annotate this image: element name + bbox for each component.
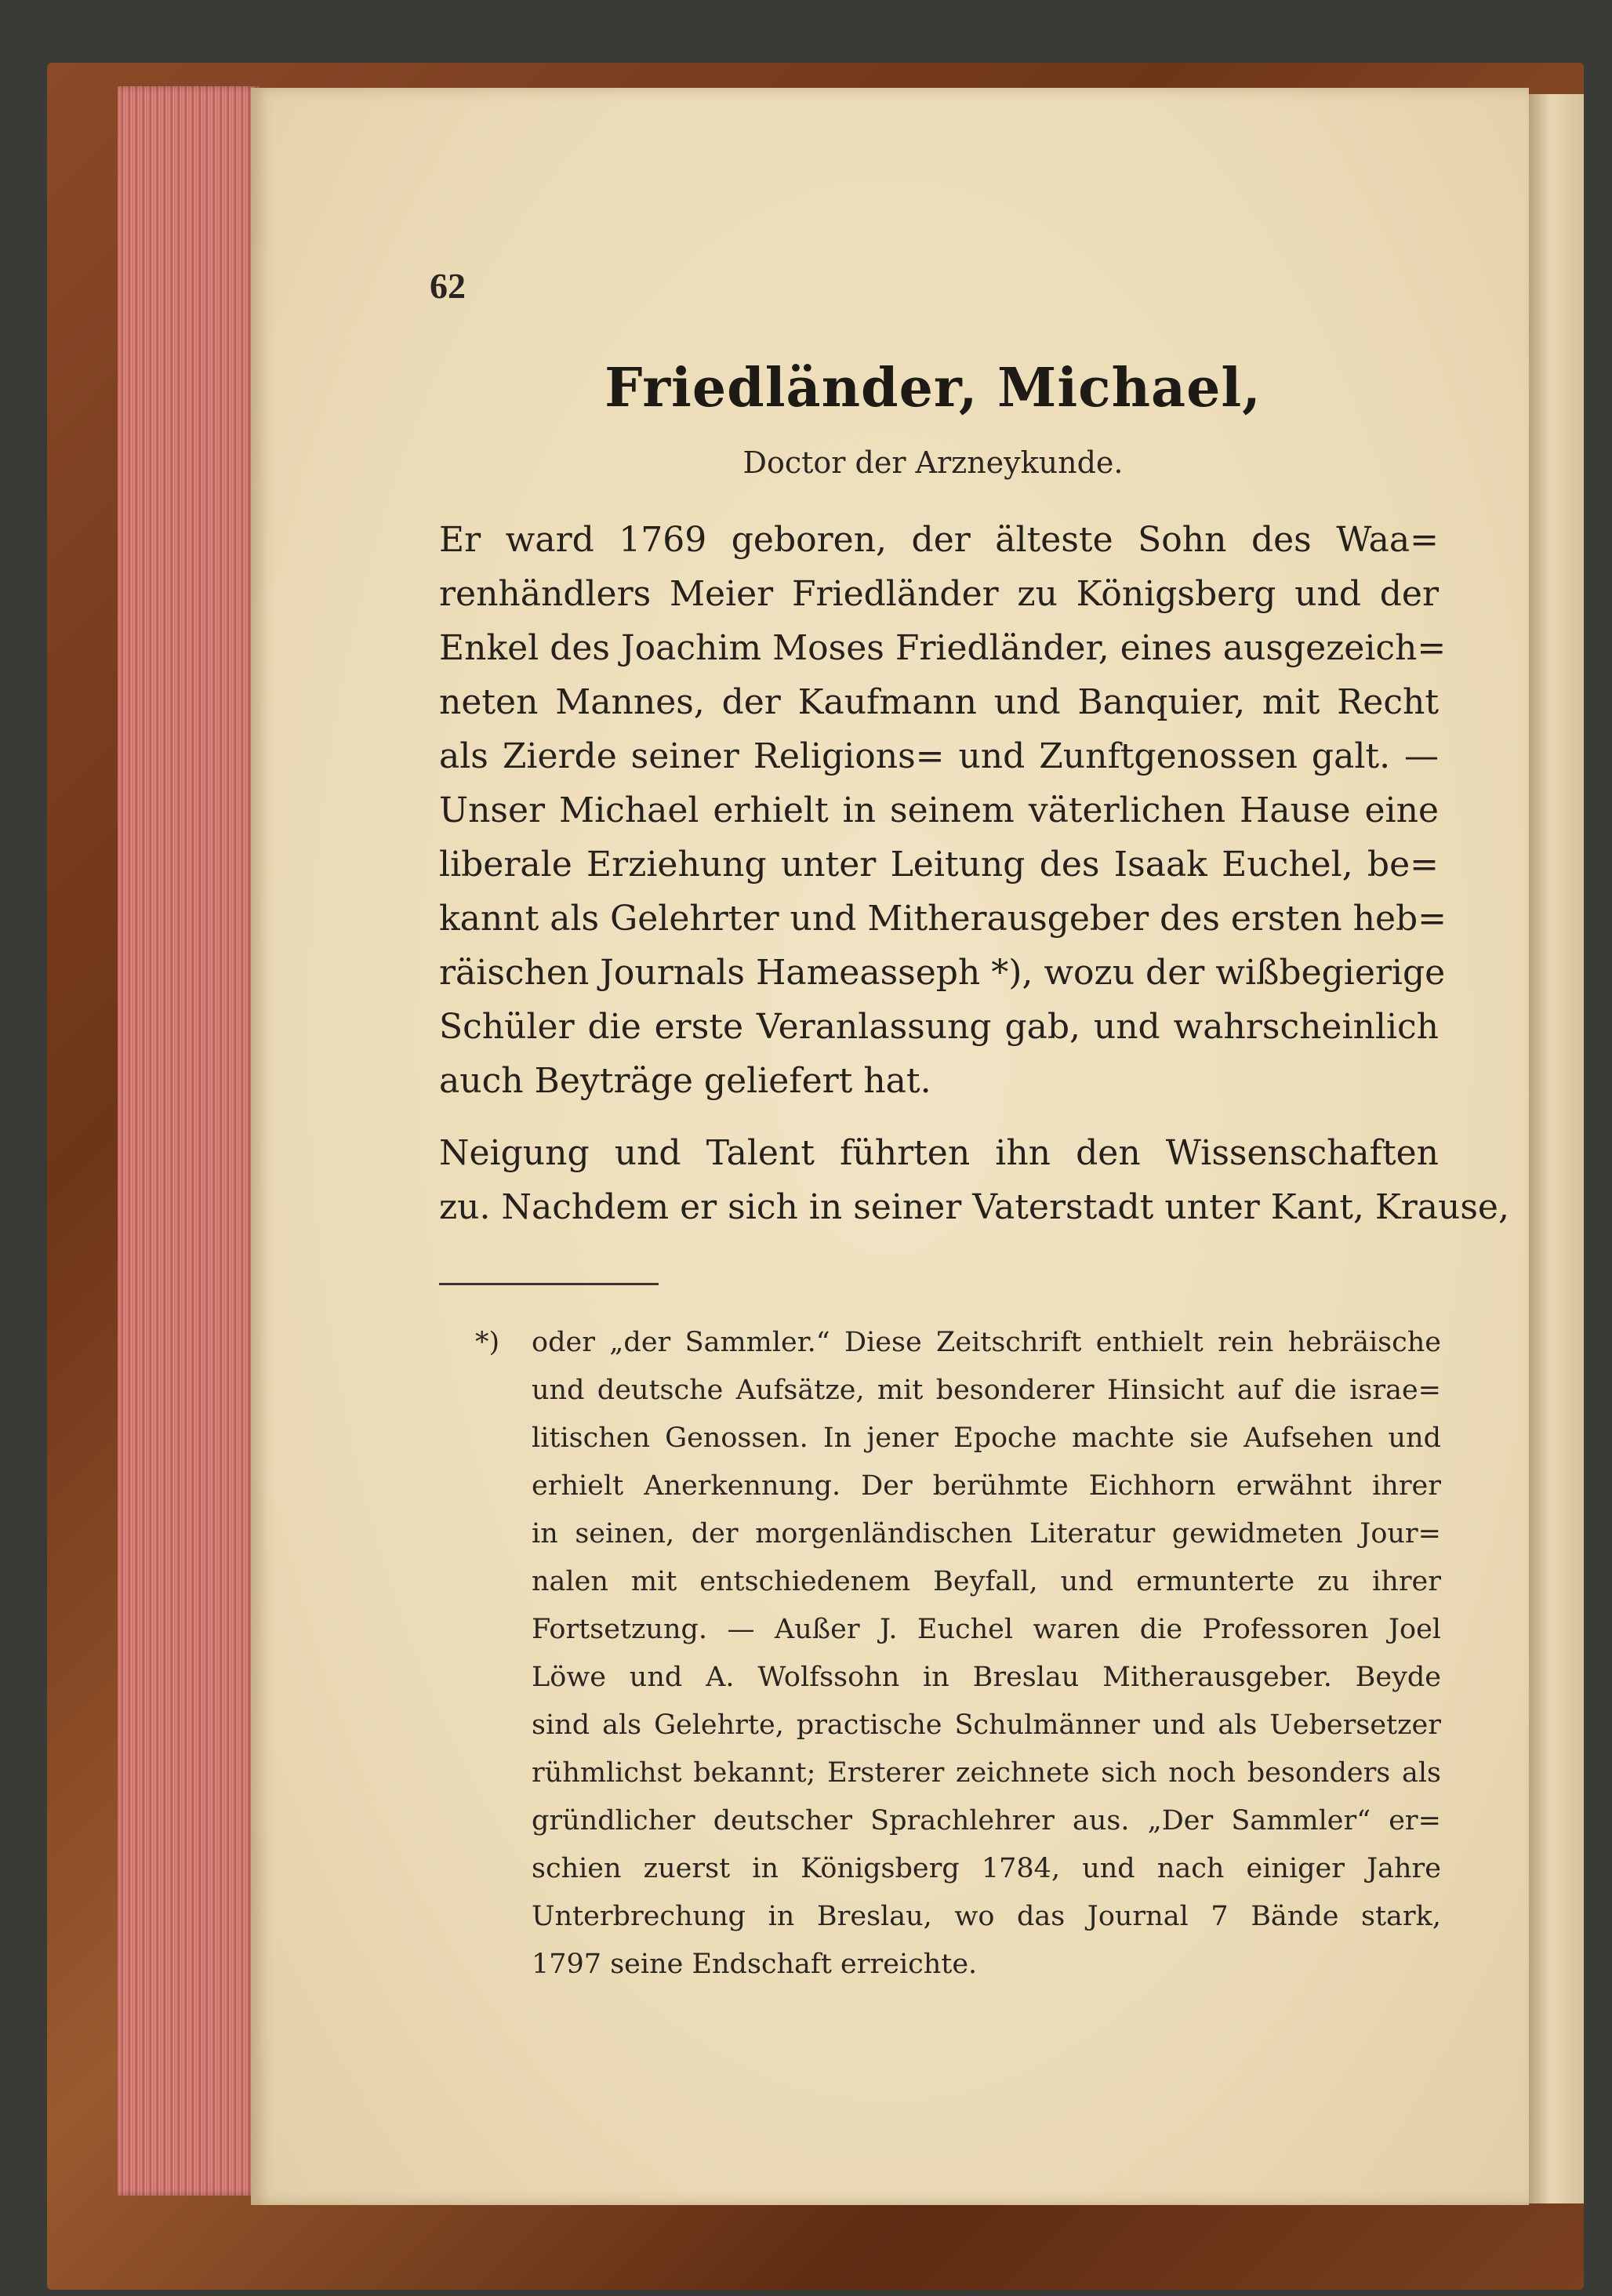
- entry-subtitle: Doctor der Arzneykunde.: [742, 445, 1124, 480]
- footnote-line: Löwe und A. Wolfssohn in Breslau Mitherausgeber. Beyde: [532, 1662, 1441, 1693]
- footnote-line: Unterbrechung in Breslau, wo das Journal 7 Bände stark,: [532, 1901, 1441, 1932]
- footnote-line: Fortsetzung. — Außer J. Euchel waren die Professoren Joel: [532, 1614, 1441, 1645]
- footnote-line: 1797 seine Endschaft erreichte.: [532, 1949, 978, 1980]
- footnote-line: gründlicher deutscher Sprachlehrer aus. „Der Sammler“ er=: [532, 1805, 1441, 1836]
- footnote-marker: *): [475, 1327, 500, 1358]
- body-line: räischen Journals Hameasseph *), wozu der wißbegierige: [439, 953, 1446, 993]
- footnote-line: und deutsche Aufsätze, mit besonderer Hinsicht auf die israe=: [532, 1375, 1441, 1406]
- body-line: kannt als Gelehrter und Mitherausgeber des ersten heb=: [439, 899, 1447, 939]
- body-line: auch Beyträge geliefert hat.: [439, 1061, 931, 1101]
- page-number: 62: [430, 266, 466, 306]
- page-edges: [118, 86, 259, 2196]
- footnote-line: erhielt Anerkennung. Der berühmte Eichhorn erwähnt ihrer: [532, 1470, 1441, 1502]
- body-line: Unser Michael erhielt in seinem väterlichen Hause eine: [439, 790, 1439, 830]
- body-line: neten Mannes, der Kaufmann und Banquier, mit Recht: [439, 682, 1439, 722]
- footnote-rule: [439, 1283, 659, 1285]
- footnote-line: rühmlichst bekannt; Ersterer zeichnete sich noch besonders als: [532, 1757, 1441, 1789]
- body-line: Er ward 1769 geboren, der älteste Sohn des Waa=: [439, 520, 1439, 560]
- footnote-line: in seinen, der morgenländischen Literatur gewidmeten Jour=: [532, 1518, 1441, 1549]
- footnote-line: sind als Gelehrte, practische Schulmänner und als Uebersetzer: [532, 1709, 1441, 1741]
- footnote-line: oder „der Sammler.“ Diese Zeitschrift enthielt rein hebräische: [532, 1327, 1441, 1358]
- footnote-line: nalen mit entschiedenem Beyfall, und ermunterte zu ihrer: [532, 1566, 1441, 1597]
- body-line: renhändlers Meier Friedländer zu Königsberg und der: [439, 574, 1439, 614]
- footnote-line: litischen Genossen. In jener Epoche machte sie Aufsehen und: [532, 1422, 1441, 1454]
- body-line: als Zierde seiner Religions= und Zunftgenossen galt. —: [439, 736, 1439, 776]
- entry-title: Friedländer, Michael,: [604, 357, 1262, 420]
- body-line: Neigung und Talent führten ihn den Wissenschaften: [439, 1133, 1439, 1173]
- body-line: zu. Nachdem er sich in seiner Vaterstadt unter Kant, Krause,: [439, 1187, 1509, 1227]
- next-page-edge: [1529, 94, 1584, 2203]
- footnote-line: schien zuerst in Königsberg 1784, und nach einiger Jahre: [532, 1853, 1441, 1884]
- body-line: Enkel des Joachim Moses Friedländer, eines ausgezeich=: [439, 628, 1447, 668]
- body-line: liberale Erziehung unter Leitung des Isaak Euchel, be=: [439, 845, 1439, 885]
- body-line: Schüler die erste Veranlassung gab, und wahrscheinlich: [439, 1007, 1439, 1047]
